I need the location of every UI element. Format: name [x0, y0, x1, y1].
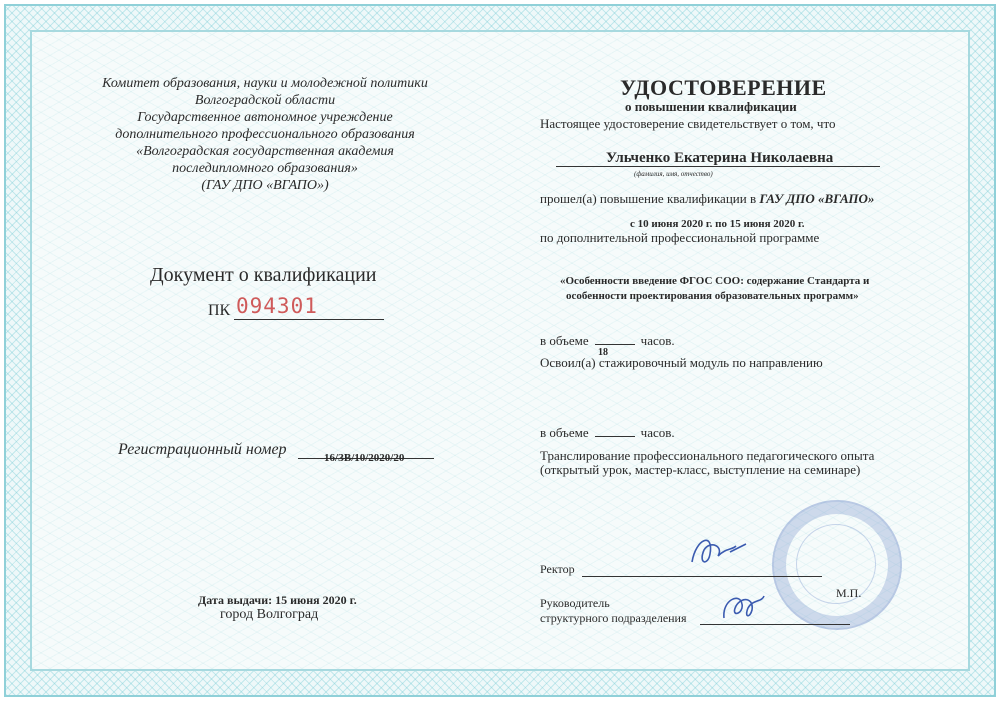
certificate-intro: Настоящее удостоверение свидетельствует о том, что	[540, 116, 836, 131]
series-label: ПК	[208, 302, 231, 319]
head-label: Руководитель	[540, 596, 610, 610]
certificate-title: УДОСТОВЕРЕНИЕ	[620, 75, 827, 100]
translation-line: (открытый урок, мастер-класс, выступление на семинаре)	[540, 462, 861, 477]
mastered-module: Освоил(а) стажировочный модуль по направлению	[540, 355, 823, 370]
city: город Волгоград	[220, 607, 319, 622]
hours-label: часов.	[640, 333, 675, 348]
issuer-line: Государственное автономное учреждение	[137, 110, 393, 125]
passed-org: ГАУ ДПО «ВГАПО»	[759, 191, 875, 206]
head-label: структурного подразделения	[540, 611, 687, 625]
passed-statement	[540, 191, 874, 207]
issuer-line: Комитет образования, науки и молодежной политики	[102, 76, 428, 91]
official-stamp	[772, 500, 902, 630]
volume-line-2	[540, 425, 675, 441]
registration-number: 16/ЗВ/10/2020/20	[324, 452, 405, 464]
registration-label: Регистрационный номер	[118, 441, 287, 458]
hours-value: 18	[598, 347, 608, 358]
passed-prefix: прошел(а) повышение квалификации в	[540, 191, 757, 206]
rector-signature-icon	[684, 528, 754, 572]
issuer-line: дополнительного профессионального образования	[115, 127, 415, 142]
program-title-line: особенности проектирования образовательных программ»	[566, 290, 859, 302]
document-title: Документ о квалификации	[150, 264, 377, 286]
name-hint: (фамилия, имя, отчество)	[634, 170, 713, 178]
course-dates: с 10 июня 2020 г. по 15 июня 2020 г.	[630, 218, 805, 230]
hours-label-2: часов.	[640, 425, 675, 440]
series-underline	[234, 319, 384, 320]
issuer-line: «Волгоградская государственная академия	[136, 144, 394, 159]
program-intro: по дополнительной профессиональной программе	[540, 230, 820, 245]
document-number: 094301	[236, 294, 318, 318]
issue-date: Дата выдачи: 15 июня 2020 г.	[198, 593, 357, 607]
full-name: Ульченко Екатерина Николаевна	[606, 150, 834, 166]
volume-label: в объеме	[540, 333, 589, 348]
seal-placeholder-label: М.П.	[836, 586, 862, 600]
head-signature-icon	[718, 588, 770, 628]
issuer-line: (ГАУ ДПО «ВГАПО»)	[201, 178, 329, 193]
certificate-subtitle: о повышении квалификации	[625, 99, 797, 114]
translation-line: Транслирование профессионального педагогического опыта	[540, 448, 875, 463]
program-title-line: «Особенности введение ФГОС СОО: содержание Стандарта и	[560, 275, 870, 287]
volume-label-2: в объеме	[540, 425, 589, 440]
issuer-line: Волгоградской области	[194, 93, 336, 108]
issuer-line: последипломного образования»	[172, 161, 358, 176]
issuer-block	[80, 75, 450, 194]
rector-signature-line	[582, 576, 822, 577]
rector-label: Ректор	[540, 562, 575, 576]
